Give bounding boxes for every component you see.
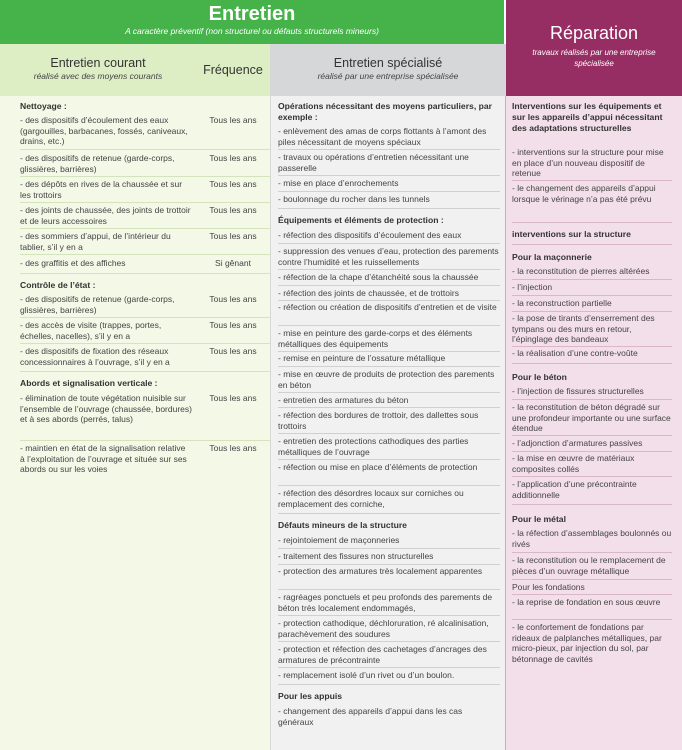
list-item: - ragréages ponctuels et peu profonds des parements de béton très localement endommagés, bbox=[278, 592, 493, 613]
list-item: - la reconstitution de béton dégradé sur une profondeur importante ou une surface étendue bbox=[512, 402, 671, 433]
list-item: - l’application d’une précontrainte additionnelle bbox=[512, 479, 637, 500]
list-item: - réfection ou création de dispositifs d’entretien et de visite bbox=[278, 302, 497, 312]
list-item: - protection des armatures très localement apparentes bbox=[278, 566, 483, 576]
frequency-value: Tous les ans bbox=[209, 346, 257, 356]
list-item: - changement des appareils d’appui dans les cas généraux bbox=[278, 706, 463, 727]
list-item: - la reprise de fondation en sous œuvre bbox=[512, 597, 661, 607]
list-item: - des sommiers d’appui, de l’intérieur du tablier, s’il y en a bbox=[20, 231, 171, 252]
frequency-value: Tous les ans bbox=[209, 443, 257, 453]
list-item: - remise en peinture de l’ossature métallique bbox=[278, 353, 446, 363]
list-item: - la mise en œuvre de matériaux composites collés bbox=[512, 453, 635, 474]
list-item: - l’injection de fissures structurelles bbox=[512, 386, 644, 396]
list-item: - mise en place d’enrochements bbox=[278, 178, 399, 188]
nettoyage-title: Nettoyage : bbox=[20, 101, 67, 111]
frequency-value: Tous les ans bbox=[209, 393, 257, 403]
list-item: - enlèvement des amas de corps flottants à l’amont des piles nécessitant de moyens spéciaux bbox=[278, 126, 487, 147]
list-item: - remplacement isolé d’un rivet ou d’un boulon. bbox=[278, 670, 455, 680]
list-item: - mise en œuvre de produits de protection des parements en béton bbox=[278, 369, 495, 390]
list-item: - réfection des désordres locaux sur corniches ou remplacement des corniche, bbox=[278, 488, 464, 509]
courant-title: Entretien courant bbox=[50, 56, 146, 70]
list-item: - protection cathodique, déchloruration, ré alcalinisation, parachèvement des soudures bbox=[278, 618, 489, 639]
list-item: - la reconstruction partielle bbox=[512, 298, 612, 308]
equipements-title: Équipements et éléments de protection : bbox=[278, 215, 444, 225]
list-item: - des dispositifs de retenue (garde-corps, glissières, barrières) bbox=[20, 294, 175, 315]
list-item: - maintien en état de la signalisation relative à l’exploitation de l’ouvrage et située sur ses abords ou sur les voies bbox=[20, 443, 187, 474]
list-item: - entretien des armatures du béton bbox=[278, 395, 409, 405]
list-item: - protection et réfection des cachetages d’ancrages des armatures de précontrainte bbox=[278, 644, 487, 665]
entretien-header bbox=[0, 0, 504, 44]
controle-title: Contrôle de l’état : bbox=[20, 280, 96, 290]
list-item: - la pose de tirants d’enserrement des tympans ou des murs en retour, l’épinglage des bandeaux bbox=[512, 313, 655, 344]
list-item: - des graffitis et des affiches bbox=[20, 258, 126, 268]
list-item: - l’injection bbox=[512, 282, 553, 292]
frequency-value: Tous les ans bbox=[209, 231, 257, 241]
appuis-title: Pour les appuis bbox=[278, 691, 342, 701]
list-item: - la reconstitution de pierres altérées bbox=[512, 266, 650, 276]
maconnerie-title: Pour la maçonnerie bbox=[512, 252, 592, 262]
list-item: - boulonnage du rocher dans les tunnels bbox=[278, 194, 430, 204]
list-item: - réfection de la chape d’étanchéité sous la chaussée bbox=[278, 272, 479, 282]
column-divider bbox=[505, 96, 506, 750]
list-item: - réfection des bordures de trottoir, des dallettes sous trottoirs bbox=[278, 410, 479, 431]
defauts-title: Défauts mineurs de la structure bbox=[278, 520, 407, 530]
frequence-title: Fréquence bbox=[203, 63, 263, 77]
frequency-value: Tous les ans bbox=[209, 115, 257, 125]
list-item: - réfection des dispositifs d’écoulement des eaux bbox=[278, 230, 462, 240]
list-item: - réfection ou mise en place d’éléments de protection bbox=[278, 462, 478, 472]
column-divider bbox=[270, 96, 271, 750]
list-item: - des accès de visite (trappes, portes, échelles, nacelles), s’il y en a bbox=[20, 320, 162, 341]
list-item: - la réfection d’assemblages boulonnés ou rivés bbox=[512, 528, 672, 549]
list-item: - des dépôts en rives de la chaussée et sur les trottoirs bbox=[20, 179, 183, 200]
abords-title: Abords et signalisation verticale : bbox=[20, 378, 158, 388]
list-item: - le confortement de fondations par rideaux de palplanches métalliques, par micro-pieux, par injection du sol, par bétonnage de cavités bbox=[512, 622, 662, 664]
entretien-title: Entretien bbox=[208, 3, 296, 25]
frequency-value: Tous les ans bbox=[209, 320, 257, 330]
operations-title: Opérations nécessitant des moyens particuliers, par exemple : bbox=[278, 101, 492, 122]
fondations-title: Pour les fondations bbox=[512, 582, 585, 592]
list-item: - mise en peinture des garde-corps et des éléments métalliques des équipements bbox=[278, 328, 473, 349]
frequency-value: Tous les ans bbox=[209, 153, 257, 163]
reparation-header bbox=[506, 0, 682, 96]
list-item: - des dispositifs d’écoulement des eaux (gargouilles, barbacanes, fossés, caniveaux, drains, etc.) bbox=[20, 115, 188, 146]
courant-column-header bbox=[0, 44, 196, 96]
frequency-value: Tous les ans bbox=[209, 179, 257, 189]
list-item: - des dispositifs de fixation des réseaux concessionnaires à l’ouvrage, s’il y en a bbox=[20, 346, 170, 367]
list-item: - travaux ou opérations d’entretien nécessitant une passerelle bbox=[278, 152, 469, 173]
list-item: - élimination de toute végétation nuisible sur l’ensemble de l’ouvrage (chaussée, bordures) et à ses abords (perrés, talus) bbox=[20, 393, 192, 424]
specialise-title: Entretien spécialisé bbox=[333, 56, 443, 70]
list-item: - rejointoiement de maçonneries bbox=[278, 535, 400, 545]
list-item: - entretien des protections cathodiques des parties métalliques de l’ouvrage bbox=[278, 436, 469, 457]
metal-title: Pour le métal bbox=[512, 514, 566, 524]
interventions-title: Interventions sur les équipements et sur les appareils d’appui nécessitant des adaptations structurelles bbox=[512, 101, 663, 133]
frequency-value: Tous les ans bbox=[209, 294, 257, 304]
reparation-title: Réparation bbox=[549, 23, 639, 43]
specialise-subtitle: réalisé par une entreprise spécialisée bbox=[317, 71, 459, 81]
list-item: - l’adjonction d’armatures passives bbox=[512, 438, 643, 448]
specialise-column-header bbox=[270, 44, 506, 96]
list-item: - interventions sur la structure pour mise en place d’un nouveau dispositif de retenue bbox=[512, 147, 664, 178]
structure-title: interventions sur la structure bbox=[512, 229, 631, 239]
list-item: - traitement des fissures non structurelles bbox=[278, 551, 434, 561]
frequence-column-header bbox=[196, 44, 270, 96]
list-item: - réfection des joints de chaussée, et de trottoirs bbox=[278, 288, 459, 298]
reparation-subtitle: travaux réalisés par une entreprise spécialisée bbox=[532, 48, 656, 68]
list-item: - des joints de chaussée, des joints de trottoir et de leurs accessoires bbox=[20, 205, 191, 226]
entretien-subtitle: A caractère préventif (non structurel ou défauts structurels mineurs) bbox=[125, 26, 379, 36]
list-item: - des dispositifs de retenue (garde-corps, glissières, barrières) bbox=[20, 153, 175, 174]
list-item: - le changement des appareils d’appui lorsque le vérinage n’a pas été prévu bbox=[512, 183, 656, 204]
courant-subtitle: réalisé avec des moyens courants bbox=[33, 71, 163, 81]
beton-title: Pour le béton bbox=[512, 372, 567, 382]
list-item: - suppression des venues d’eau, protection des parements contre l’humidité et les ruissellements bbox=[278, 246, 499, 267]
frequency-value: Tous les ans bbox=[209, 205, 257, 215]
list-item: - la reconstitution ou le remplacement de pièces d’un ouvrage métallique bbox=[512, 555, 666, 576]
list-item: - la réalisation d’une contre-voûte bbox=[512, 348, 638, 358]
frequency-value: Si gênant bbox=[215, 258, 251, 268]
